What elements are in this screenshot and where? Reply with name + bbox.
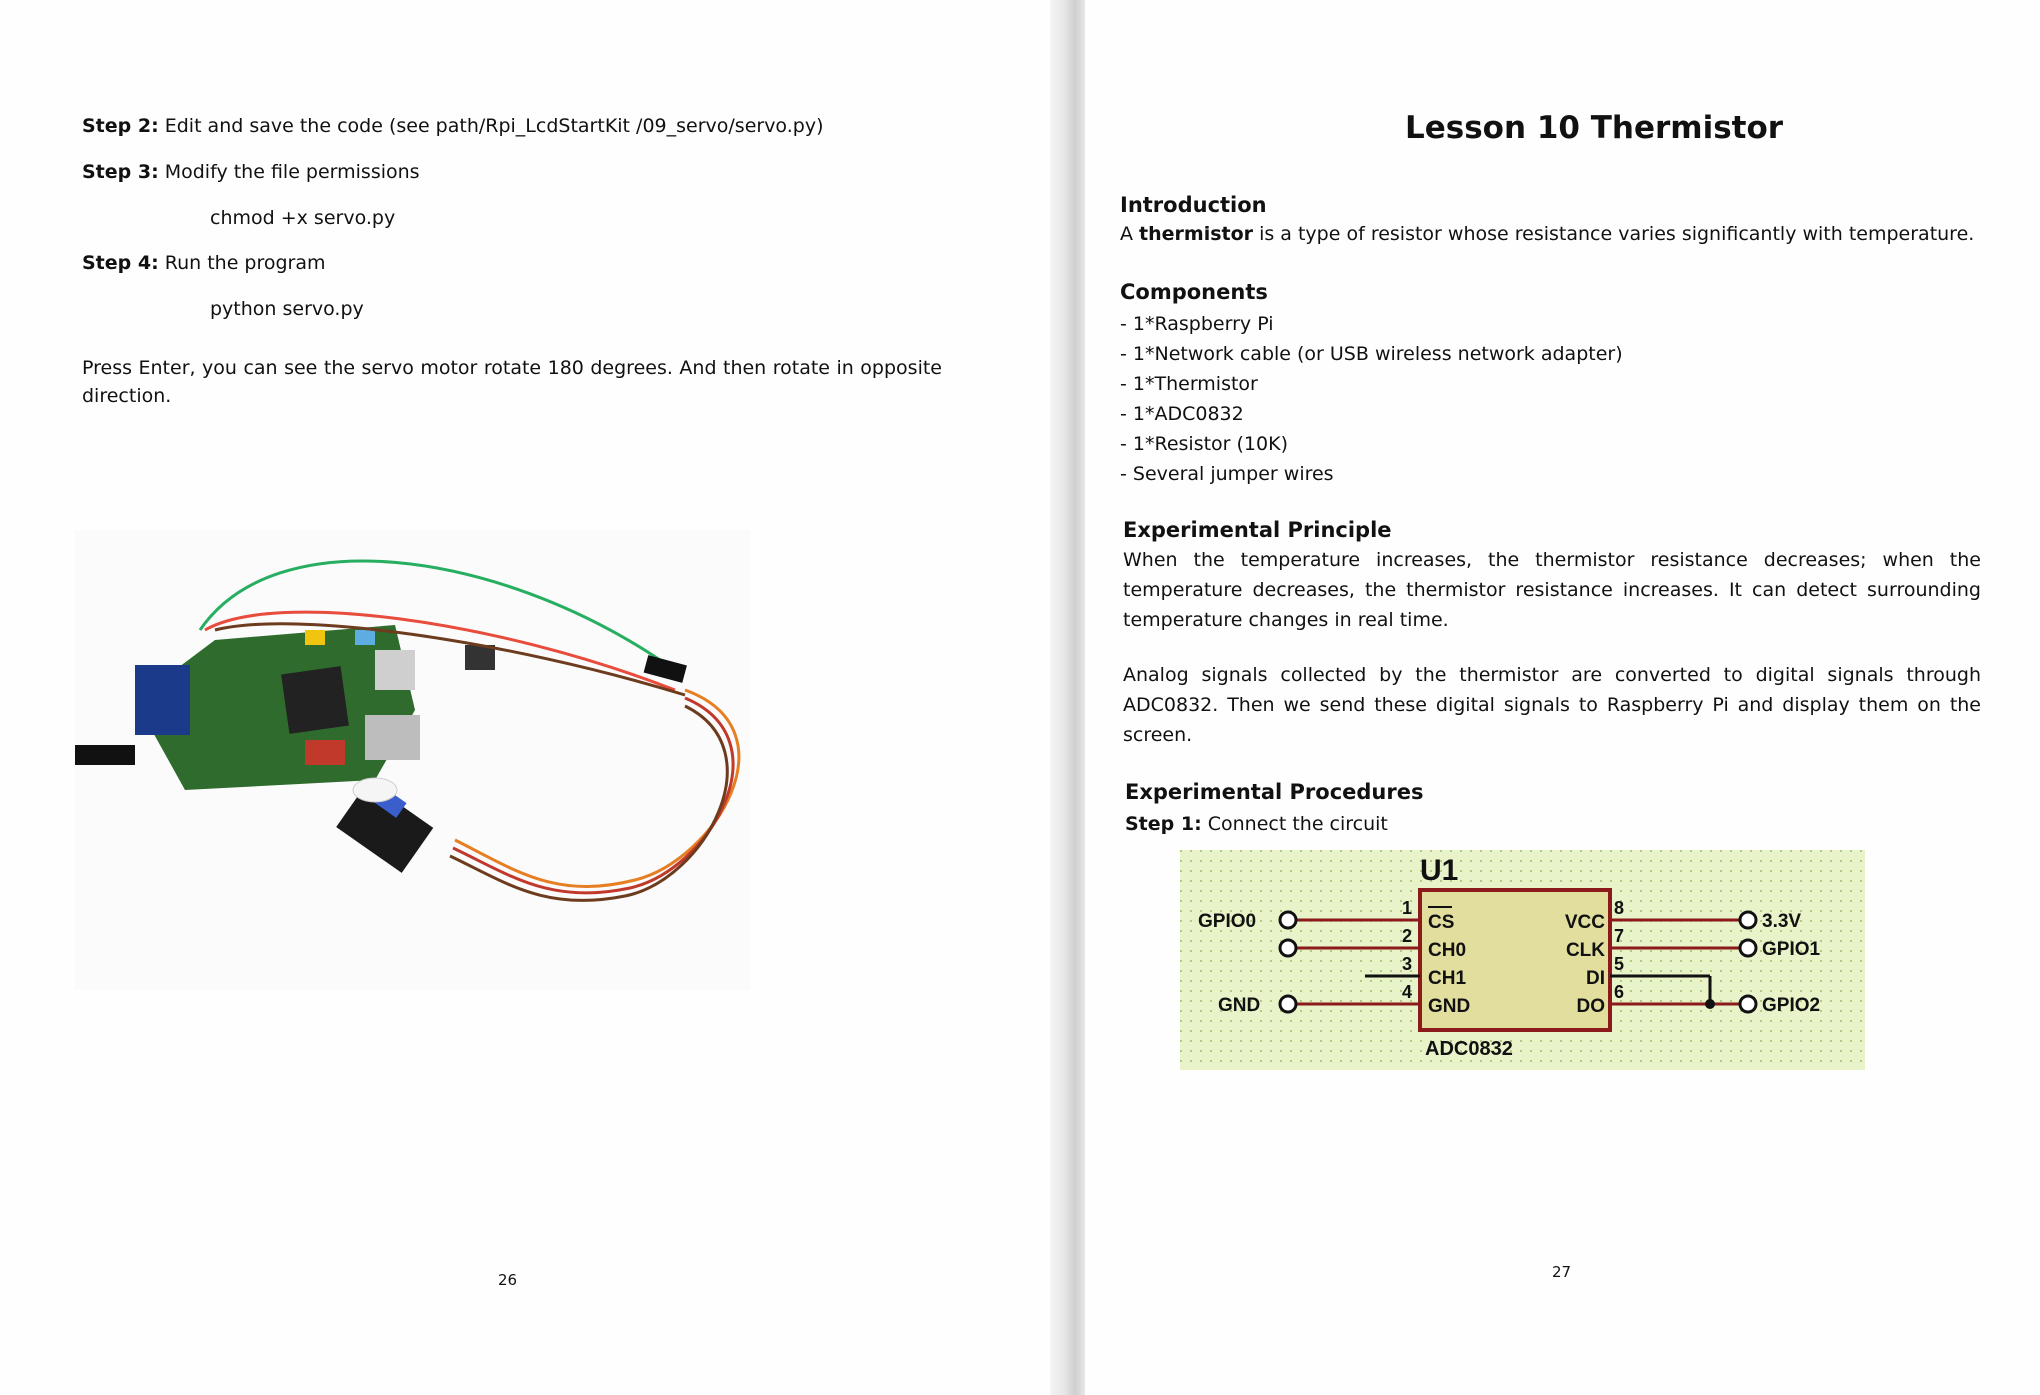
step-1-text: Connect the circuit — [1201, 813, 1388, 835]
principle-paragraph-1: When the temperature increases, the thermistor resistance decreases; when the temperature decreases, the thermistor resistance increases. It can detect surrounding temperature changes in real time. — [1123, 549, 1981, 631]
intro-bold-term: thermistor — [1139, 223, 1254, 245]
label-gpio1: GPIO1 — [1762, 939, 1821, 960]
right-page — [1085, 0, 2040, 1395]
terminal-ch0 — [1280, 940, 1296, 956]
terminal-gpio1 — [1740, 940, 1756, 956]
component-item: - 1*ADC0832 — [1120, 403, 1244, 425]
step-2-label: Step 2: — [82, 115, 159, 137]
step-2-text: Edit and save the code (see path/Rpi_LcdStartKit /09_servo/servo.py) — [158, 115, 824, 137]
label-gpio2: GPIO2 — [1762, 995, 1821, 1016]
step-1 — [1125, 812, 1388, 836]
pin-name: CS — [1428, 912, 1455, 933]
intro-rest: is a type of resistor whose resistance varies significantly with temperature. — [1253, 223, 1975, 245]
component-item: - 1*Resistor (10K) — [1120, 433, 1288, 455]
pin-number: 3 — [1402, 954, 1413, 974]
pin-number: 5 — [1614, 954, 1625, 974]
page-number-right: 27 — [1552, 1263, 1572, 1281]
pin-name: CH0 — [1428, 940, 1467, 961]
pin-name: CLK — [1565, 940, 1605, 961]
component-item: - 1*Thermistor — [1120, 373, 1258, 395]
python-command: python servo.py — [210, 298, 364, 320]
adc0832-schematic — [1180, 850, 1865, 1070]
component-item: - Several jumper wires — [1120, 463, 1334, 485]
pin-name: CH1 — [1428, 968, 1467, 989]
page-number-left: 26 — [498, 1271, 518, 1289]
step-4-label: Step 4: — [82, 252, 159, 274]
raspberry-pi-servo-photo — [75, 530, 750, 990]
pin-number: 2 — [1402, 926, 1413, 946]
pin-number: 8 — [1614, 898, 1625, 918]
step-4-text: Run the program — [158, 252, 326, 274]
pin-number: 1 — [1402, 898, 1413, 918]
result-paragraph: Press Enter, you can see the servo motor rotate 180 degrees. And then rotate in opposite direction. — [82, 357, 942, 407]
components-heading: Components — [1120, 280, 1268, 304]
principle-paragraph-2: Analog signals collected by the thermistor are converted to digital signals through ADC0832. Then we send these digital signals to Raspberry Pi and display them on the screen. — [1123, 664, 1981, 746]
step-4 — [82, 251, 326, 275]
label-3v3: 3.3V — [1762, 911, 1802, 932]
pin-number: 4 — [1402, 982, 1413, 1002]
terminal-gnd — [1280, 996, 1296, 1012]
step-3-text: Modify the file permissions — [158, 161, 420, 183]
terminal-gpio0 — [1280, 912, 1296, 928]
label-gpio0: GPIO0 — [1198, 911, 1257, 932]
component-item: - 1*Network cable (or USB wireless network adapter) — [1120, 343, 1623, 365]
chip-designator: U1 — [1420, 854, 1459, 887]
label-gnd: GND — [1218, 995, 1261, 1016]
pin-number: 6 — [1614, 982, 1625, 1002]
intro-prefix: A — [1120, 223, 1140, 245]
step-3 — [82, 160, 420, 184]
component-item: - 1*Raspberry Pi — [1120, 313, 1274, 335]
pin-name: DO — [1576, 996, 1605, 1017]
chip-part-name: ADC0832 — [1425, 1038, 1513, 1060]
step-3-label: Step 3: — [82, 161, 159, 183]
introduction-text — [1120, 222, 1974, 246]
junction-dot — [1705, 999, 1715, 1009]
step-1-label: Step 1: — [1125, 813, 1202, 835]
step-2 — [82, 114, 823, 138]
pin-name: DI — [1586, 968, 1605, 989]
pin-name: GND — [1428, 996, 1471, 1017]
pin-number: 7 — [1614, 926, 1625, 946]
introduction-heading: Introduction — [1120, 193, 1267, 217]
lesson-title: Lesson 10 Thermistor — [1405, 110, 1784, 146]
chmod-command: chmod +x servo.py — [210, 207, 396, 229]
terminal-3v3 — [1740, 912, 1756, 928]
principle-heading: Experimental Principle — [1123, 518, 1392, 542]
terminal-gpio2 — [1740, 996, 1756, 1012]
pin-name: VCC — [1564, 912, 1605, 933]
procedures-heading: Experimental Procedures — [1125, 780, 1424, 804]
